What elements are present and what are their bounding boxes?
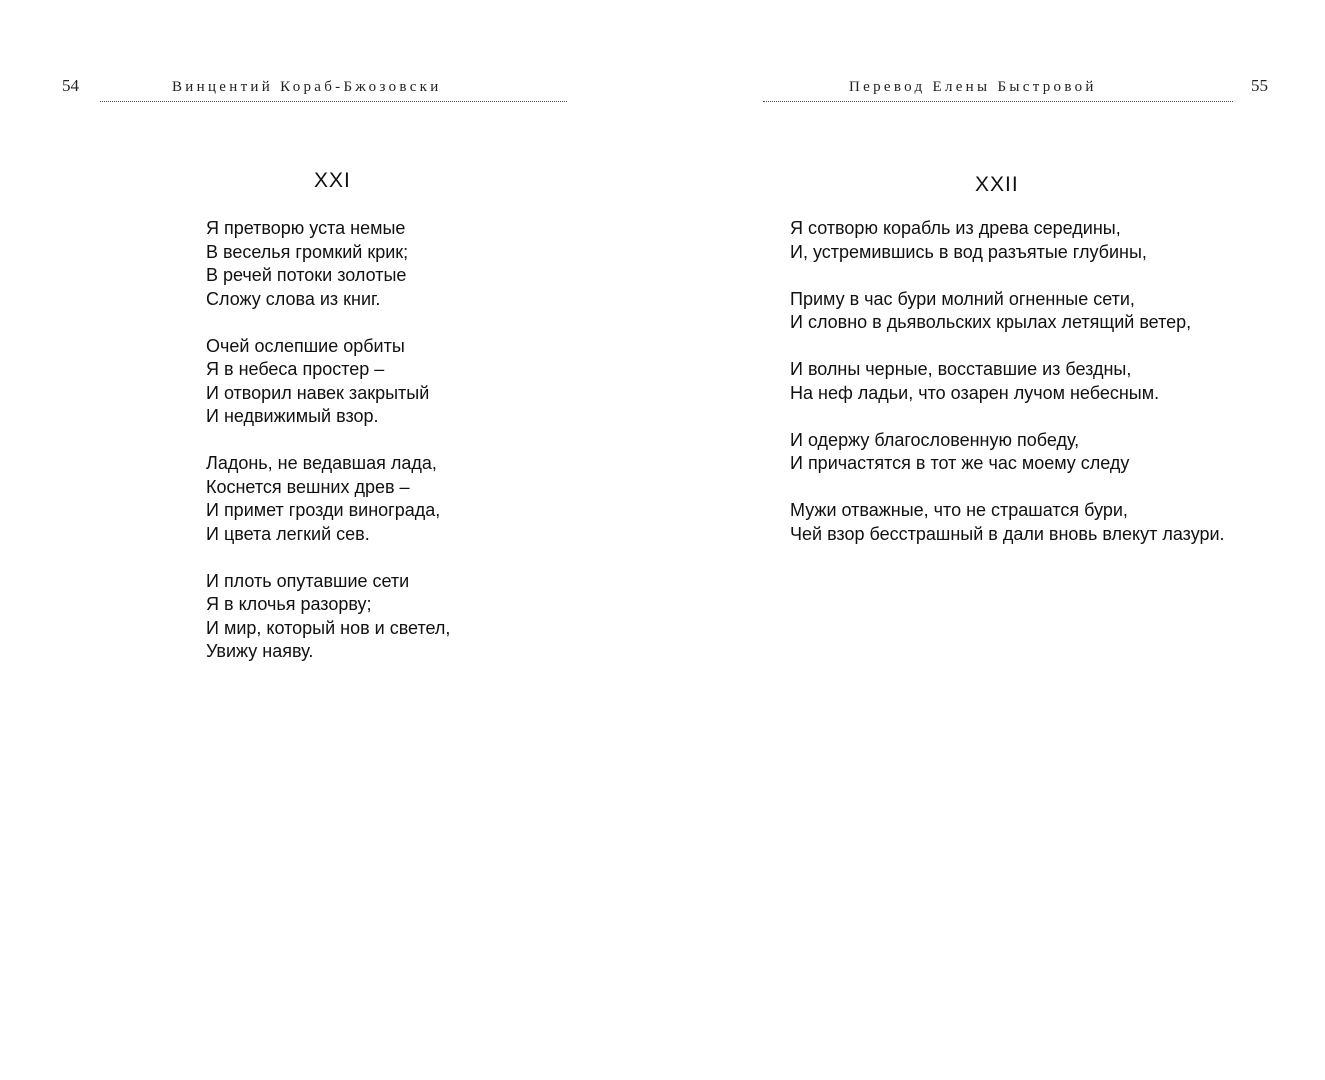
verse-line: Приму в час бури молний огненные сети, xyxy=(790,288,1135,309)
verse-line: И волны черные, восставшие из бездны, xyxy=(790,359,1132,379)
verse-line: Я в клочья разорву; xyxy=(206,594,372,614)
poem-text xyxy=(790,217,1225,546)
header-dotted-rule xyxy=(100,101,567,102)
verse-line: И мир, который нов и светел, xyxy=(206,617,451,638)
verse-line: Я в небеса простер – xyxy=(206,359,385,379)
poem-text xyxy=(206,217,450,664)
stanza xyxy=(206,335,450,429)
verse-line: В веселья громкий крик; xyxy=(206,241,409,262)
verse-line: Увижу наяву. xyxy=(206,641,314,661)
verse-line: Чей взор бесстрашный в дали вновь влекут лазури. xyxy=(790,523,1225,544)
verse-line: И словно в дьявольских крылах летящий ветер, xyxy=(790,312,1192,332)
poem-number: XXI xyxy=(314,169,351,192)
poem-number: XXII xyxy=(975,173,1019,196)
verse-line: Сложу слова из книг. xyxy=(206,288,381,309)
right-page xyxy=(663,0,1325,1080)
verse-line: И причастятся в тот же час моему следу xyxy=(790,453,1130,473)
verse-line: И плоть опутавшие сети xyxy=(206,570,410,591)
running-head-translator: Перевод Елены Быстровой xyxy=(849,79,1097,95)
running-head-author: Винцентий Кораб-Бжозовски xyxy=(172,79,442,95)
verse-line: И отворил навек закрытый xyxy=(206,382,430,403)
verse-line: И цвета легкий сев. xyxy=(206,523,370,544)
verse-line: И одержу благословенную победу, xyxy=(790,429,1080,450)
stanza xyxy=(790,217,1225,264)
page-number: 54 xyxy=(62,76,79,95)
verse-line: Я претворю уста немые xyxy=(206,218,406,238)
stanza xyxy=(790,358,1225,405)
stanza xyxy=(206,452,450,546)
stanza xyxy=(206,570,450,664)
verse-line: В речей потоки золотые xyxy=(206,265,407,285)
left-page xyxy=(0,0,662,1080)
verse-line: И недвижимый взор. xyxy=(206,406,379,426)
verse-line: Мужи отважные, что не страшатся бури, xyxy=(790,500,1128,520)
stanza xyxy=(206,217,450,311)
verse-line: Я сотворю корабль из древа середины, xyxy=(790,218,1121,238)
verse-line: Коснется вешних древ – xyxy=(206,476,410,497)
stanza xyxy=(790,429,1225,476)
stanza xyxy=(790,499,1225,546)
stanza xyxy=(790,288,1225,335)
page-number: 55 xyxy=(1251,76,1268,95)
verse-line: Очей ослепшие орбиты xyxy=(206,335,405,356)
verse-line: Ладонь, не ведавшая лада, xyxy=(206,453,437,473)
verse-line: На неф ладьи, что озарен лучом небесным. xyxy=(790,382,1160,403)
verse-line: И примет грозди винограда, xyxy=(206,500,441,520)
header-dotted-rule xyxy=(763,101,1233,102)
verse-line: И, устремившись в вод разъятые глубины, xyxy=(790,241,1147,262)
